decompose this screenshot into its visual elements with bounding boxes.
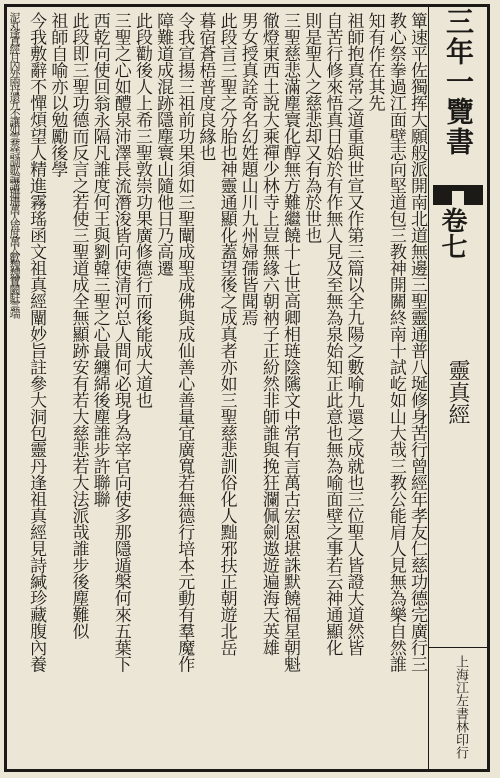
text-column: 祖師自喻亦以勉勵後學 (47, 12, 68, 177)
text-column: 今我敷辭不憚煩望人精進霧瑤函文祖真經闡妙旨註參大洞包靈丹逢祖真經見詩緘珍藏腹內養 (26, 12, 47, 672)
text-column: 此段言三聖之分胎也神靈通顯化蓋望後之成真者亦如三聖慈悲訓俗化人黜邪扶正朝遊北岳 (216, 12, 237, 656)
book-edge-column (428, 7, 487, 769)
section-title: 靈真經 (445, 359, 470, 425)
text-column: 則是聖人之慈悲却又有為於世也 (301, 12, 322, 243)
text-column: 祖師抱真常之道重與世宣又作第三篇以全九陽之數喻九還之成就也三位聖人皆證大道然皆 (343, 12, 364, 656)
text-column: 三聖之心如醴泉沛澤長流潛浚皆向使清河总人間何必現身為宰官向使多那隱遁槃何來五葉下 (110, 12, 131, 672)
text-column: 此段即三聖功德而反言之若使三聖道成全無顯跡安有若大慈悲若大法派哉誰步後塵難似 (68, 12, 89, 639)
volume-number: 卷七 (437, 207, 467, 259)
fishtail-mark (433, 185, 483, 205)
text-column: 教心祭拳過江面壁志向堅道包三教神開關終南十試屹如山大哉三教公能肩人見無為樂自然誰 (385, 12, 406, 672)
text-column: 障難道成混跡隱塵寰山隨他日乃高遷 (153, 12, 174, 276)
text-column: 三聖慈悲滿塵寰化醇無方難繼饒十七世高卿相琏陰隲文中常有言萬古宏恩堪誅默饒福星朝魁 (280, 12, 301, 672)
text-column: 西乾向使回翁永隔凡誰度何王與劉韓三聖之心最纏綿後塵誰步許聯聯 (89, 12, 110, 507)
main-text (4, 12, 427, 764)
book-title: 三年一覽書 (442, 7, 475, 157)
text-column: 暮宿蒼梧普度良緣也 (195, 12, 216, 161)
edge-divider (429, 647, 487, 648)
text-column: 男女授真詮奇名幻姓題山川九州婦孺皆聞焉 (237, 12, 258, 326)
text-column: 知有作在其先 (364, 12, 385, 111)
text-column: 令我宣揚三祖前功果須如三聖闡成聖成佛與成仙善心善量宜廣寬若無德行培本元動有羣魔作 (174, 12, 195, 672)
publisher-imprint: 上海江左書林印行 (453, 655, 468, 759)
text-column: 自苦行修來悟真日始於有作無人見及至無為泉始知正此意也無為喻面壁之事若云神通顯化 (322, 12, 343, 656)
text-column: 徹燈東西土說大乘禪少林寺上豈無緣六朝衲子正紛然非師誰與挽狂瀾佩劍遨遊遍海天英雄 (258, 12, 279, 656)
text-column-subnote: 泥丸逢真經月內外兩丹還九不讓如雲蒸詩詞歌論講珊珊萬人皆度萬人歡魏魏寶闕駐雲端 (8, 12, 21, 316)
text-column: 此段勸後人上希三聖敦崇功果廣修德行而後能成大道也 (131, 12, 152, 408)
text-column: 簞速平佐獨挥大願般派開南北道無邊三聖靈通普八埏修身苦行曾經年孝友仁慈功德完廣行三 (406, 12, 427, 672)
